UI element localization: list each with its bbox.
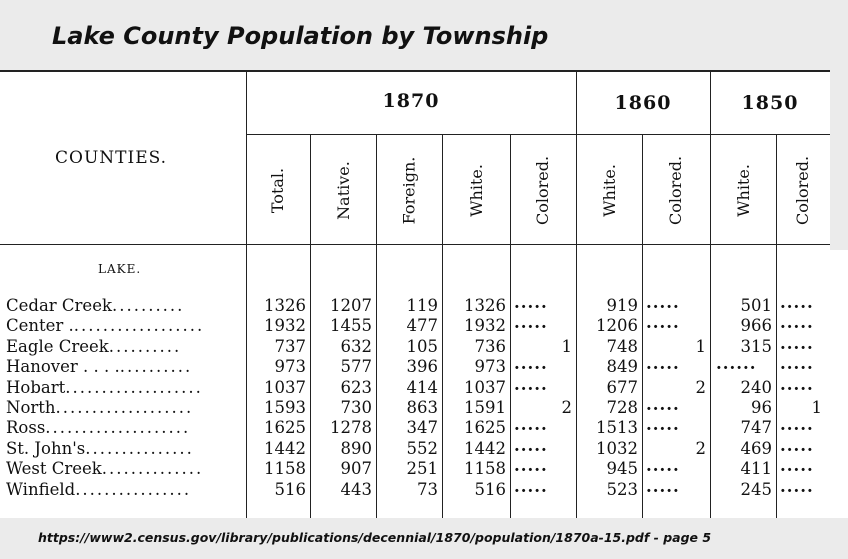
cell-white-1860: 849 xyxy=(606,357,638,377)
township-name: North................... xyxy=(6,398,194,417)
cell-colored-1860: 2 xyxy=(695,438,706,458)
cell-colored-1850: 1 xyxy=(811,398,822,417)
table-row xyxy=(0,415,830,438)
col-header-colored-1870: Colored. xyxy=(533,155,553,225)
cell-foreign-1870: 477 xyxy=(406,316,438,336)
year-heading-1860: 1860 xyxy=(614,92,672,114)
cell-colored-1860: 2 xyxy=(695,377,706,397)
dot-leader: .............. xyxy=(101,459,204,479)
cell-total-1870: 1625 xyxy=(264,418,306,438)
township-name: Ross.................... xyxy=(6,418,191,438)
cell-white-1870: 736 xyxy=(474,336,506,356)
cell-colored-1870: 1 xyxy=(561,336,572,356)
cell-white-1870: 1326 xyxy=(464,296,506,315)
source-citation: https://www2.census.gov/library/publications/decennial/1870/population/1870a-15.pdf - page 5 xyxy=(38,530,712,545)
cell-foreign-1870: 251 xyxy=(406,459,438,479)
cell-white-1850: 240 xyxy=(740,377,772,397)
empty-cell-dots: ..... xyxy=(646,395,680,414)
cell-native-1870: 632 xyxy=(340,336,372,356)
cell-total-1870: 1442 xyxy=(264,438,306,458)
cell-white-1850: 315 xyxy=(740,336,772,356)
empty-cell-dots: ..... xyxy=(514,435,548,455)
cell-foreign-1870: 414 xyxy=(406,377,438,397)
dot-leader: ................ xyxy=(75,479,192,499)
cell-white-1850: 966 xyxy=(740,316,772,336)
cell-white-1870: 1932 xyxy=(464,316,506,336)
col-header-white-1860: White. xyxy=(599,163,619,217)
empty-cell-dots: ..... xyxy=(780,435,814,455)
cell-foreign-1870: 863 xyxy=(406,398,438,417)
empty-cell-dots: ..... xyxy=(646,354,680,374)
empty-cell-dots: ..... xyxy=(646,476,680,496)
cell-white-1850: 501 xyxy=(740,296,772,315)
township-name: Cedar Creek.......... xyxy=(6,296,185,315)
empty-cell-dots: ..... xyxy=(646,456,680,476)
cell-white-1870: 1158 xyxy=(464,459,506,479)
scan-edge xyxy=(830,70,848,250)
dot-leader: .......... xyxy=(108,336,182,356)
cell-white-1860: 728 xyxy=(606,398,638,417)
cell-white-1860: 1206 xyxy=(596,316,638,336)
dot-leader: .................. xyxy=(73,316,205,336)
col-header-colored-1850: Colored. xyxy=(793,155,813,225)
cell-native-1870: 577 xyxy=(340,357,372,377)
cell-foreign-1870: 105 xyxy=(406,336,438,356)
section-label: LAKE. xyxy=(98,262,142,276)
dot-leader: .................... xyxy=(45,418,191,438)
table-row xyxy=(0,293,830,316)
cell-white-1850: 245 xyxy=(740,479,772,499)
empty-cell-dots: ..... xyxy=(780,333,814,353)
table-row xyxy=(0,456,830,479)
year-heading-1870: 1870 xyxy=(382,90,440,112)
empty-cell-dots: ..... xyxy=(780,415,814,435)
cell-total-1870: 1593 xyxy=(264,398,306,417)
empty-cell-dots: ..... xyxy=(780,456,814,476)
cell-white-1850: 469 xyxy=(740,438,772,458)
table-row xyxy=(0,395,830,418)
cell-white-1860: 523 xyxy=(606,479,638,499)
cell-native-1870: 730 xyxy=(340,398,372,417)
empty-cell-dots: ..... xyxy=(514,415,548,435)
cell-total-1870: 973 xyxy=(274,357,306,377)
cell-native-1870: 1455 xyxy=(330,316,372,336)
cell-native-1870: 907 xyxy=(340,459,372,479)
township-name: West Creek.............. xyxy=(6,459,204,479)
dot-leader: ................... xyxy=(55,398,194,417)
cell-total-1870: 1932 xyxy=(264,316,306,336)
table-row xyxy=(0,476,830,500)
page-title: Lake County Population by Township xyxy=(52,22,549,50)
cell-colored-1860: 1 xyxy=(695,336,706,356)
dot-leader: .......... xyxy=(111,296,185,315)
cell-foreign-1870: 552 xyxy=(406,438,438,458)
cell-white-1850: 411 xyxy=(740,459,772,479)
township-name: Hobart................... xyxy=(6,377,203,397)
township-name: Hanover . . . ........... xyxy=(6,357,193,377)
cell-white-1870: 516 xyxy=(474,479,506,499)
col-header-total-1870: Total. xyxy=(268,167,288,213)
cell-white-1850: 747 xyxy=(740,418,772,438)
cell-total-1870: 1158 xyxy=(264,459,306,479)
col-header-native-1870: Native. xyxy=(333,160,353,220)
cell-total-1870: 1326 xyxy=(264,296,306,315)
col-header-colored-1860: Colored. xyxy=(666,155,686,225)
cell-colored-1870: 2 xyxy=(561,398,572,417)
empty-cell-dots: ..... xyxy=(514,313,548,333)
township-name: St. John's............... xyxy=(6,438,194,458)
cell-total-1870: 516 xyxy=(274,479,306,499)
stub-header: COUNTIES. xyxy=(55,148,168,168)
year-header-rule xyxy=(246,134,830,135)
cell-white-1860: 677 xyxy=(606,377,638,397)
empty-cell-dots: ..... xyxy=(780,313,814,333)
table-row xyxy=(0,435,830,459)
cell-foreign-1870: 73 xyxy=(417,479,438,499)
empty-cell-dots: ..... xyxy=(780,354,814,374)
cell-foreign-1870: 119 xyxy=(406,296,438,315)
cell-native-1870: 1207 xyxy=(330,296,372,315)
header-bottom-rule xyxy=(0,244,830,245)
cell-white-1870: 1591 xyxy=(464,398,506,417)
empty-cell-dots: ..... xyxy=(514,293,548,312)
empty-cell-dots: ..... xyxy=(780,374,814,394)
dot-leader: ................... xyxy=(65,377,203,397)
township-name: Winfield................ xyxy=(6,479,192,499)
cell-white-1870: 1037 xyxy=(464,377,506,397)
township-name: Center ................... xyxy=(6,316,205,336)
cell-white-1860: 919 xyxy=(606,296,638,315)
cell-foreign-1870: 347 xyxy=(406,418,438,438)
cell-white-1870: 973 xyxy=(474,357,506,377)
cell-native-1870: 443 xyxy=(340,479,372,499)
empty-cell-dots: ..... xyxy=(514,456,548,476)
empty-cell-dots: ..... xyxy=(514,354,548,374)
year-heading-1850: 1850 xyxy=(741,92,799,114)
cell-white-1860: 748 xyxy=(606,336,638,356)
cell-native-1870: 1278 xyxy=(330,418,372,438)
empty-cell-dots: ..... xyxy=(780,293,814,312)
empty-cell-dots: ..... xyxy=(514,374,548,394)
empty-cell-dots: ..... xyxy=(646,415,680,435)
empty-cell-dots: ..... xyxy=(780,476,814,496)
table-row xyxy=(0,354,830,377)
empty-cell-dots: ..... xyxy=(514,476,548,496)
cell-white-1860: 1032 xyxy=(596,438,638,458)
township-name: Eagle Creek.......... xyxy=(6,336,182,356)
census-table-scan xyxy=(0,70,848,518)
dot-leader: ............... xyxy=(85,438,194,458)
cell-white-1860: 1513 xyxy=(596,418,638,438)
dot-leader: .......... xyxy=(119,357,193,377)
empty-cell-dots: ..... xyxy=(646,293,680,312)
table-row xyxy=(0,374,830,398)
table-row xyxy=(0,333,830,357)
cell-white-1870: 1625 xyxy=(464,418,506,438)
cell-total-1870: 737 xyxy=(274,336,306,356)
cell-white-1860: 945 xyxy=(606,459,638,479)
cell-foreign-1870: 396 xyxy=(406,357,438,377)
cell-native-1870: 890 xyxy=(340,438,372,458)
table-row xyxy=(0,313,830,336)
col-header-white-1850: White. xyxy=(733,163,753,217)
col-header-white-1870: White. xyxy=(466,163,486,217)
col-header-foreign-1870: Foreign. xyxy=(399,156,419,224)
empty-cell-dots: ..... xyxy=(646,313,680,333)
cell-white-1870: 1442 xyxy=(464,438,506,458)
cell-white-1850: 96 xyxy=(751,398,772,417)
cell-total-1870: 1037 xyxy=(264,377,306,397)
table-top-rule xyxy=(0,70,830,72)
empty-cell-dots: ...... xyxy=(716,354,757,374)
cell-native-1870: 623 xyxy=(340,377,372,397)
